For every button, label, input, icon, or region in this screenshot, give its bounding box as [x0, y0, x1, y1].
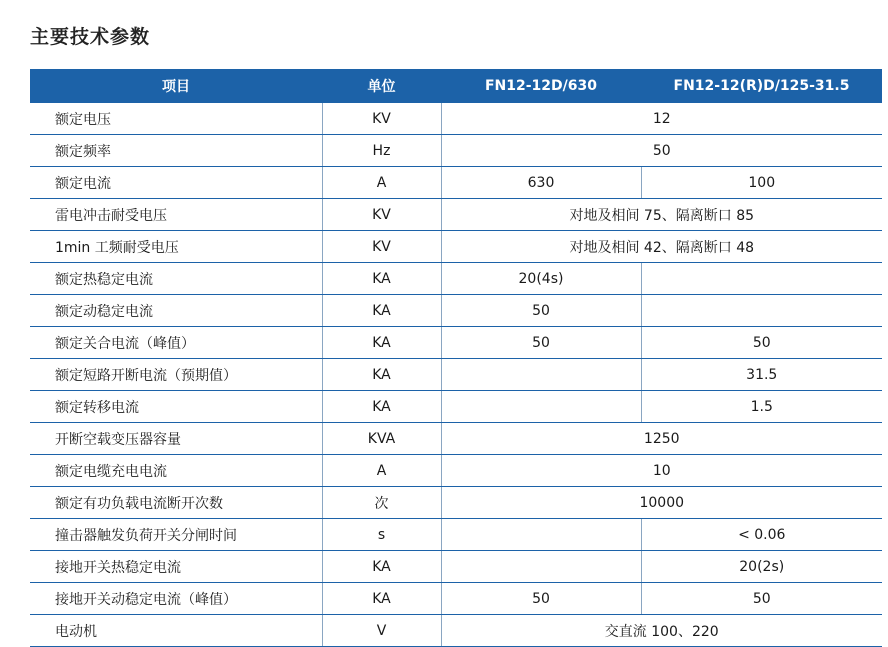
- parameter-value-125: 1.5: [641, 391, 882, 423]
- parameter-value-125: 50: [641, 327, 882, 359]
- parameter-name: 接地开关动稳定电流（峰值）: [30, 583, 322, 615]
- table-row: [30, 135, 882, 167]
- parameter-name: 额定转移电流: [30, 391, 322, 423]
- header-model-630: FN12-12D/630: [441, 69, 641, 103]
- table-row: [30, 103, 882, 135]
- parameter-name: 额定有功负载电流断开次数: [30, 487, 322, 519]
- spec-table: [30, 69, 882, 647]
- parameter-unit: KV: [322, 231, 441, 263]
- parameter-unit: KA: [322, 327, 441, 359]
- parameter-name: 开断空载变压器容量: [30, 423, 322, 455]
- table-body: [30, 103, 882, 647]
- table-row: [30, 167, 882, 199]
- parameter-value-125: 100: [641, 167, 882, 199]
- table-row: [30, 295, 882, 327]
- parameter-unit: KA: [322, 551, 441, 583]
- parameter-value-630: [441, 391, 641, 423]
- parameter-name: 额定动稳定电流: [30, 295, 322, 327]
- table-header: [30, 69, 882, 103]
- parameter-name: 额定频率: [30, 135, 322, 167]
- parameter-value-630: [441, 551, 641, 583]
- table-row: [30, 551, 882, 583]
- parameter-value-125: 20(2s): [641, 551, 882, 583]
- parameter-unit: KA: [322, 295, 441, 327]
- parameter-value-merged: 对地及相间 75、隔离断口 85: [441, 199, 882, 231]
- table-row: [30, 231, 882, 263]
- parameter-value-630: [441, 359, 641, 391]
- table-row: [30, 199, 882, 231]
- parameter-unit: KA: [322, 583, 441, 615]
- header-unit: 单位: [322, 69, 441, 103]
- table-row: [30, 615, 882, 647]
- page-title: 主要技术参数: [30, 26, 151, 48]
- parameter-unit: KV: [322, 103, 441, 135]
- parameter-value-merged: 12: [441, 103, 882, 135]
- table-row: [30, 359, 882, 391]
- parameter-value-merged: 10000: [441, 487, 882, 519]
- parameter-value-125: [641, 295, 882, 327]
- parameter-value-125: 50: [641, 583, 882, 615]
- header-row: [30, 69, 882, 103]
- header-item: 项目: [30, 69, 322, 103]
- parameter-name: 雷电冲击耐受电压: [30, 199, 322, 231]
- parameter-unit: KV: [322, 199, 441, 231]
- parameter-unit: KVA: [322, 423, 441, 455]
- parameter-unit: s: [322, 519, 441, 551]
- parameter-unit: A: [322, 455, 441, 487]
- parameter-unit: Hz: [322, 135, 441, 167]
- parameter-value-630: 50: [441, 583, 641, 615]
- parameter-value-630: 50: [441, 327, 641, 359]
- parameter-name: 额定关合电流（峰值）: [30, 327, 322, 359]
- table-row: [30, 583, 882, 615]
- parameter-value-125: < 0.06: [641, 519, 882, 551]
- parameter-name: 接地开关热稳定电流: [30, 551, 322, 583]
- parameter-name: 额定电流: [30, 167, 322, 199]
- parameter-name: 额定热稳定电流: [30, 263, 322, 295]
- parameter-unit: V: [322, 615, 441, 647]
- parameter-unit: KA: [322, 263, 441, 295]
- parameter-name: 额定短路开断电流（预期值）: [30, 359, 322, 391]
- parameter-value-merged: 对地及相间 42、隔离断口 48: [441, 231, 882, 263]
- parameter-name: 撞击器触发负荷开关分闸时间: [30, 519, 322, 551]
- parameter-value-630: [441, 519, 641, 551]
- parameter-value-merged: 10: [441, 455, 882, 487]
- parameter-value-merged: 1250: [441, 423, 882, 455]
- parameter-name: 额定电缆充电电流: [30, 455, 322, 487]
- table-row: [30, 519, 882, 551]
- parameter-value-merged: 50: [441, 135, 882, 167]
- parameter-name: 1min 工频耐受电压: [30, 231, 322, 263]
- parameter-unit: 次: [322, 487, 441, 519]
- parameter-unit: KA: [322, 391, 441, 423]
- table-row: [30, 263, 882, 295]
- parameter-value-merged: 交直流 100、220: [441, 615, 882, 647]
- table-row: [30, 327, 882, 359]
- parameter-value-630: 50: [441, 295, 641, 327]
- parameter-value-630: 20(4s): [441, 263, 641, 295]
- table-row: [30, 487, 882, 519]
- parameter-value-125: 31.5: [641, 359, 882, 391]
- parameter-value-630: 630: [441, 167, 641, 199]
- table-row: [30, 423, 882, 455]
- parameter-value-125: [641, 263, 882, 295]
- parameter-name: 电动机: [30, 615, 322, 647]
- parameter-unit: A: [322, 167, 441, 199]
- parameter-name: 额定电压: [30, 103, 322, 135]
- table-row: [30, 391, 882, 423]
- table-row: [30, 455, 882, 487]
- header-model-125: FN12-12(R)D/125-31.5: [641, 69, 882, 103]
- parameter-unit: KA: [322, 359, 441, 391]
